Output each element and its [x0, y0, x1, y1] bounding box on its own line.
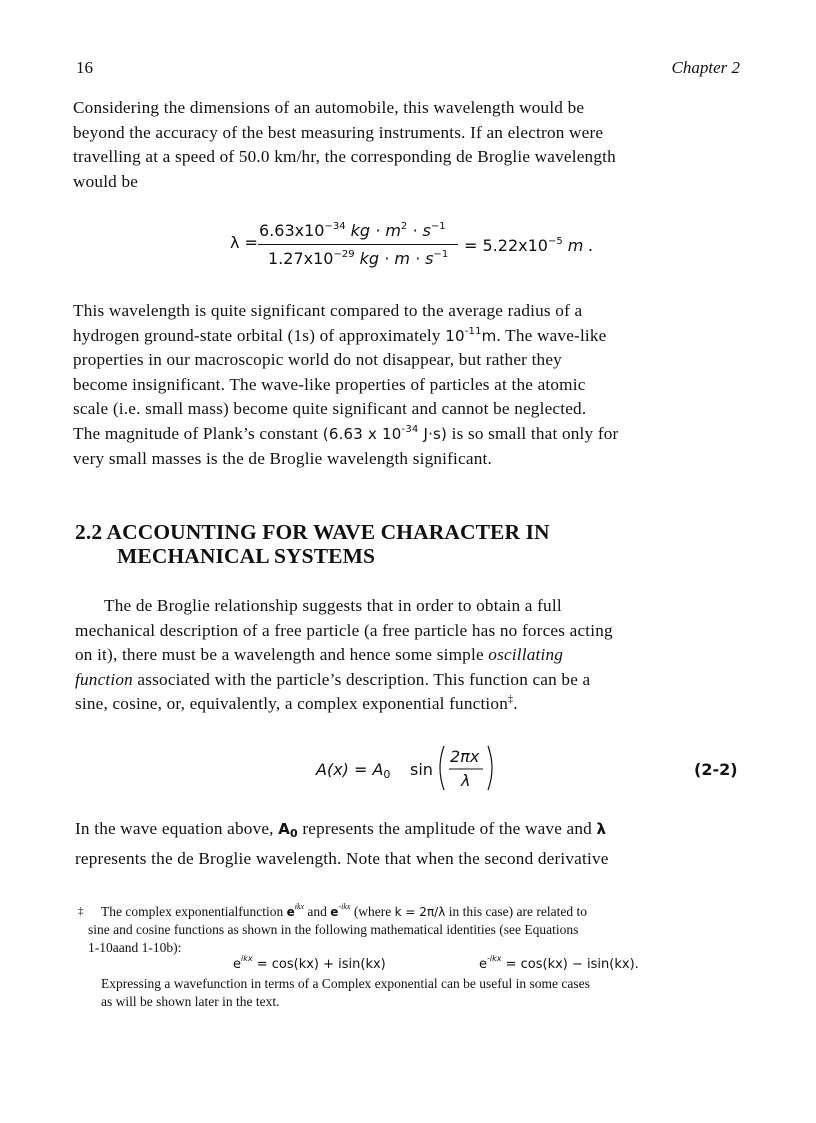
- eq1-result-coef: = 5.22x10: [464, 236, 548, 255]
- paragraph-line: very small masses is the de Broglie wavelength significant.: [73, 448, 492, 468]
- text-run: hydrogen ground-state orbital (1s) of approximately: [73, 325, 446, 345]
- exp-e: e: [233, 957, 241, 972]
- eq1-fraction-bar: [258, 244, 458, 245]
- paragraph-4: [75, 817, 744, 871]
- paragraph-line: beyond the accuracy of the best measuring instruments. If an electron were: [73, 122, 604, 142]
- page-number: 16: [76, 58, 93, 77]
- paragraph-line: represents the de Broglie wavelength. Note that when the second derivative: [75, 848, 609, 868]
- eq1-num-units: kg · m: [350, 221, 401, 240]
- lambda-symbol: λ: [596, 820, 607, 838]
- footnote-identity-2: [479, 954, 639, 972]
- paragraph-1: [73, 96, 744, 194]
- paragraph-line: Considering the dimensions of an automobile, this wavelength would be: [73, 98, 585, 117]
- paragraph-line: [75, 668, 744, 693]
- text-run: on it), there must be a wavelength and hence some simple: [75, 645, 489, 665]
- paragraph-line: scale (i.e. small mass) become quite significant and cannot be neglected.: [73, 399, 587, 419]
- amplitude-subscript: 0: [290, 827, 298, 840]
- identity-rhs: = cos(kx) − isin(kx).: [501, 957, 639, 972]
- text-run: The magnitude of Plank’s constant: [73, 423, 323, 443]
- planck-value: (6.63 x 10: [322, 424, 402, 443]
- paragraph-3: [75, 594, 744, 717]
- eq2-label: (2-2): [694, 760, 738, 779]
- eq1-den-exp: −29: [333, 249, 355, 260]
- paragraph-line: This wavelength is quite significant compared to the average radius of a: [73, 301, 583, 320]
- eq2-lhs: [316, 760, 390, 781]
- paragraph-line: [75, 692, 744, 717]
- paragraph-line: The de Broglie relationship suggests that in order to obtain a full: [104, 596, 562, 615]
- footnote-identity-1: [233, 954, 386, 972]
- exp-exponent: ikx: [241, 954, 253, 963]
- amplitude-symbol: A: [278, 820, 290, 838]
- footnote-line: Expressing a wavefunction in terms of a Complex exponential can be useful in some cases: [101, 976, 590, 991]
- eq1-num-exp: −34: [324, 221, 346, 232]
- text-run: and: [304, 904, 331, 919]
- paragraph-line: would be: [73, 171, 139, 191]
- radius-value: 10: [445, 326, 465, 345]
- eq2-lhs-subscript: 0: [383, 768, 391, 781]
- text-run: In the wave equation above,: [75, 819, 279, 838]
- text-run: associated with the particle’s description. This function can be a: [132, 669, 591, 689]
- exp-e: e: [286, 905, 295, 919]
- eq1-den-coef: 1.27x10: [268, 249, 334, 268]
- text-run: in this case) are related to: [445, 904, 587, 919]
- paragraph-line: [73, 422, 744, 447]
- eq2-denominator: λ: [461, 771, 471, 790]
- radius-exponent: -11: [464, 325, 482, 337]
- paragraph-line: properties in our macroscopic world do not disappear, but rather they: [73, 350, 562, 370]
- eq1-num-units-tail: · s: [407, 221, 431, 240]
- planck-unit: J·s): [418, 424, 448, 443]
- eq1-result-unit: m .: [567, 236, 594, 255]
- footnote-line: [101, 903, 751, 921]
- paragraph-line: [75, 643, 744, 668]
- text-run: sine, cosine, or, equivalently, a complex exponential function: [75, 694, 508, 714]
- eq1-numerator: [259, 221, 446, 240]
- chapter-label: Chapter 2: [671, 58, 740, 77]
- section-heading-line: MECHANICAL SYSTEMS: [117, 544, 376, 568]
- text-italic: function: [75, 669, 133, 689]
- exp-e: e: [479, 957, 487, 972]
- footnote-line: as will be shown later in the text.: [101, 994, 280, 1009]
- left-paren-icon: [440, 746, 444, 790]
- eq1-num-units-tail-exp: −1: [430, 221, 446, 232]
- eq1-num-coef: 6.63x10: [259, 221, 325, 240]
- exp-exponent: -ikx: [338, 902, 351, 911]
- footnote-mark: ‡: [78, 905, 84, 917]
- eq1-num-units-exp: 2: [400, 221, 408, 232]
- paragraph-line: [75, 817, 744, 847]
- eq2-sin: sin: [410, 760, 433, 779]
- planck-exponent: -34: [401, 423, 419, 435]
- eq1-result-exp: −5: [547, 236, 563, 247]
- text-run: The complex exponentialfunction: [101, 904, 287, 919]
- exp-exponent: ikx: [294, 902, 305, 911]
- identity-rhs: = cos(kx) + isin(kx): [252, 957, 386, 972]
- text-italic: oscillating: [488, 645, 564, 665]
- section-heading: [75, 520, 550, 568]
- footnote-line: sine and cosine functions as shown in the following mathematical identities (see Equations: [88, 922, 579, 937]
- wavenumber-def: k = 2π/λ: [394, 905, 446, 919]
- eq1-den-units-exp: −1: [433, 249, 449, 260]
- eq1-den-units: kg · m · s: [359, 249, 434, 268]
- text-run: . The wave-like: [496, 325, 607, 345]
- eq2-numerator: 2πx: [450, 747, 480, 766]
- paragraph-line: [73, 324, 744, 349]
- paragraph-line: become insignificant. The wave-like properties of particles at the atomic: [73, 374, 586, 394]
- eq1-denominator: [268, 249, 448, 268]
- radius-unit: m: [481, 326, 497, 345]
- text-run: represents the amplitude of the wave and: [297, 819, 597, 838]
- paragraph-line: mechanical description of a free particle (a free particle has no forces acting: [75, 620, 613, 640]
- paragraph-line: travelling at a speed of 50.0 km/hr, the corresponding de Broglie wavelength: [73, 147, 616, 167]
- section-heading-line: 2.2 ACCOUNTING FOR WAVE CHARACTER IN: [75, 520, 550, 544]
- page-header: [76, 58, 740, 80]
- footnote-marker[interactable]: ‡: [508, 694, 514, 706]
- paragraph-2: [73, 299, 744, 471]
- footnote-line: 1-10aand 1-10b):: [88, 940, 182, 955]
- text-run: is so small that only for: [447, 423, 619, 443]
- eq2-lhs-text: A(x) = A: [316, 760, 384, 779]
- text-run: (where: [350, 904, 395, 919]
- right-paren-icon: [488, 746, 492, 790]
- text-run: .: [513, 694, 518, 714]
- eq1-result: [464, 236, 594, 255]
- exp-exponent: -ikx: [487, 954, 502, 963]
- eq1-lambda: λ =: [230, 233, 258, 252]
- exp-e: e: [330, 905, 339, 919]
